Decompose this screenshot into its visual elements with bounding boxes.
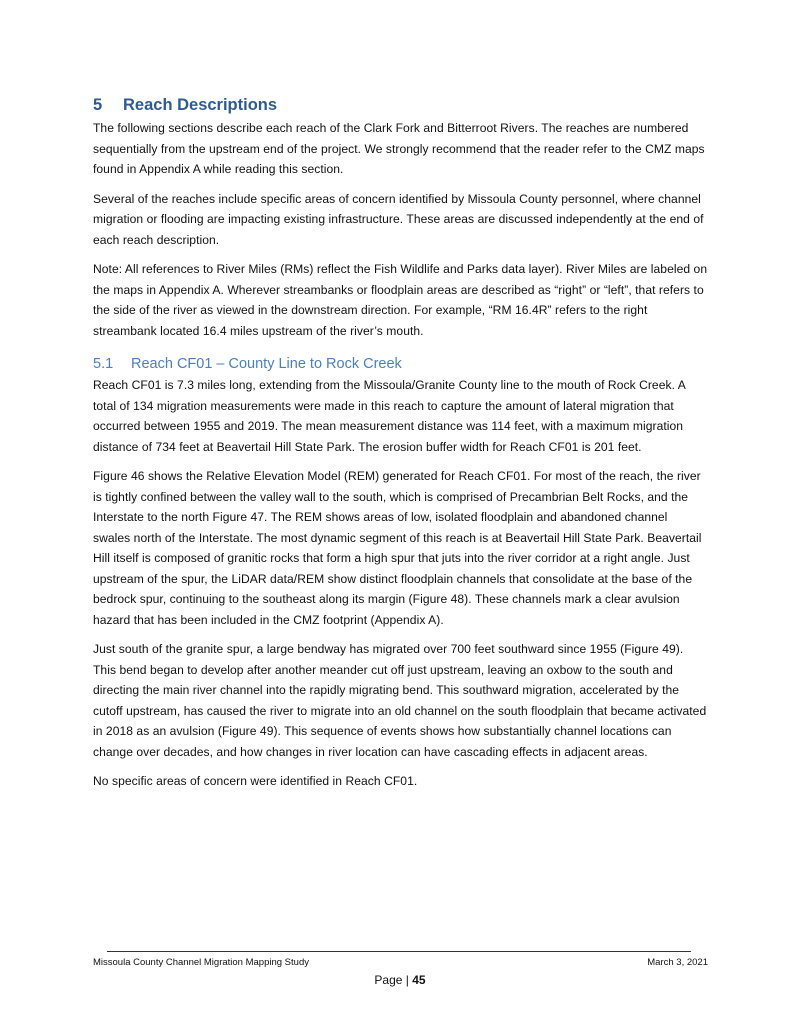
body-paragraph: Note: All references to River Miles (RMs) reflect the Fish Wildlife and Parks data layer). River Miles are labeled on the maps in Appendix A. Wherever streambanks or floodplain areas are described as “right” or “left”, that refers to the side of the river as viewed in the downstream direction. For example, “RM 16.4R” refers to the right streambank located 16.4 miles upstream of the river’s mouth. [93,262,708,338]
footer-divider [107,951,691,952]
section-number: 5 [93,96,103,114]
page-number: 45 [412,973,426,987]
footer-document-title: Missoula County Channel Migration Mapping Study [93,957,309,968]
body-paragraph: Just south of the granite spur, a large bendway has migrated over 700 feet southward since 1955 (Figure 49). This bend began to develop after another meander cut off just upstream, leaving an oxbow to the south and directing the main river channel into the rapidly migrating bend. This southward migration, accelerated by the cutoff upstream, has caused the river to migrate into an old channel on the south floodplain that became activated in 2018 as an avulsion (Figure 49). This sequence of events shows how substantially channel locations can change over decades, and how changes in river location can have cascading effects in adjacent areas. [93,642,707,759]
body-paragraph: Several of the reaches include specific areas of concern identified by Missoula County personnel, where channel migration or flooding are impacting existing infrastructure. These areas are discussed independently at the end of each reach description. [93,191,704,247]
footer-date: March 3, 2021 [647,957,708,968]
body-paragraph: No specific areas of concern were identified in Reach CF01. [93,774,418,788]
subsection-number: 5.1 [93,356,114,372]
page-body [93,92,708,801]
page-separator: | [405,973,409,987]
subsection-heading [93,353,708,375]
page-number-line [0,973,800,987]
body-paragraph: The following sections describe each reach of the Clark Fork and Bitterroot Rivers. The reaches are numbered sequentially from the upstream end of the project. We strongly recommend that the reader refer to the CMZ maps found in Appendix A while reading this section. [93,121,705,176]
section-title: Reach Descriptions [123,96,278,114]
page-label: Page [374,973,403,987]
body-paragraph: Reach CF01 is 7.3 miles long, extending from the Missoula/Granite County line to the mouth of Rock Creek. A total of 134 migration measurements were made in this reach to capture the amount of lateral migration that occurred between 1955 and 2019. The mean measurement distance was 114 feet, with a maximum migration distance of 734 feet at Beavertail Hill State Park. The erosion buffer width for Reach CF01 is 201 feet. [93,378,686,454]
subsection-title: Reach CF01 – County Line to Rock Creek [131,356,402,372]
body-paragraph: Figure 46 shows the Relative Elevation Model (REM) generated for Reach CF01. For most of the reach, the river is tightly confined between the valley wall to the south, which is comprised of Precambrian Belt Rocks, and the Interstate to the north Figure 47. The REM shows areas of low, isolated floodplain and abandoned channel swales north of the Interstate. The most dynamic segment of this reach is at Beavertail Hill State Park. Beavertail Hill itself is composed of granitic rocks that form a high spur that juts into the river corridor at a right angle. Just upstream of the spur, the LiDAR data/REM show distinct floodplain channels that consolidate at the base of the bedrock spur, continuing to the southeast along its margin (Figure 48). These channels mark a clear avulsion hazard that has been included in the CMZ footprint (Appendix A). [93,469,702,627]
section-heading [93,92,708,118]
